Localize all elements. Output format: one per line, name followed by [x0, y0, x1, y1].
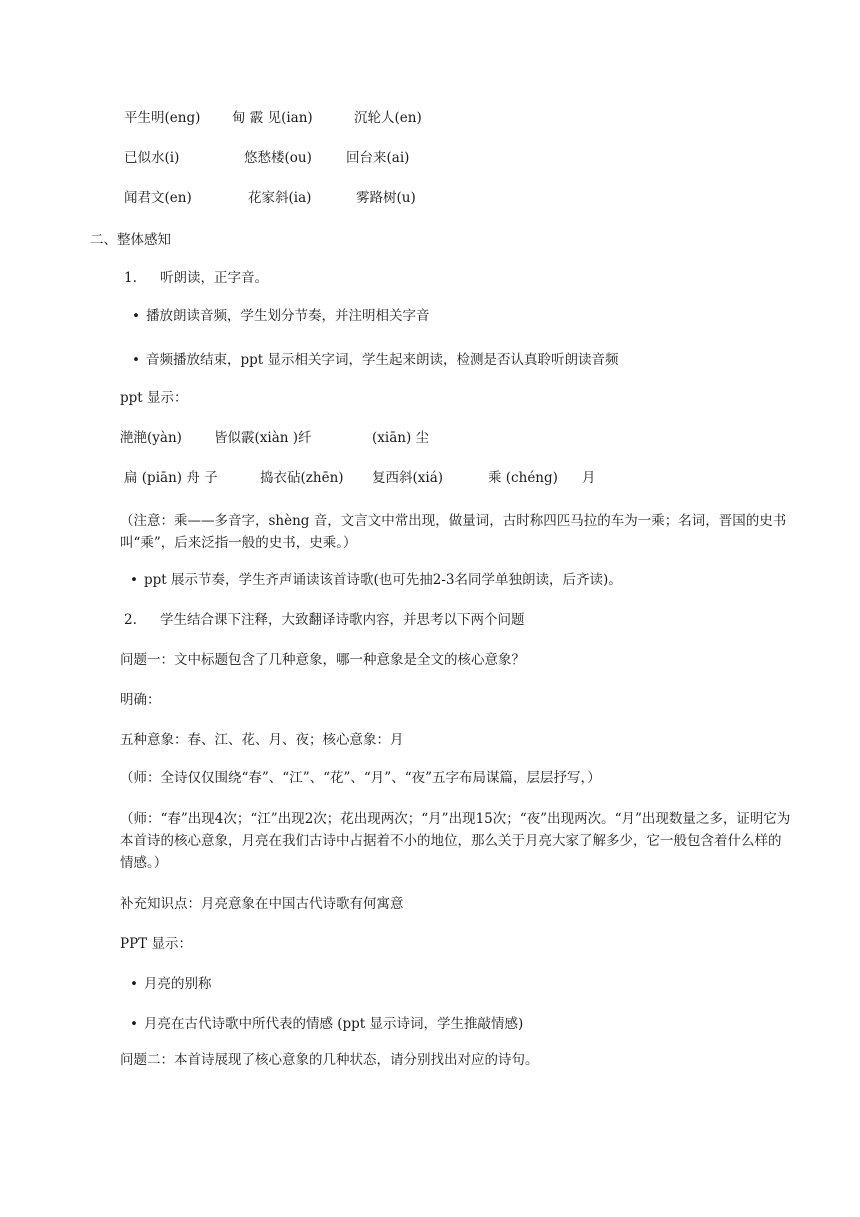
pinyin-cell: 复西斜(xiá) [372, 470, 444, 486]
pinyin-cell: (xiān) 尘 [372, 430, 429, 446]
item-1 [124, 268, 268, 288]
pinyin-cell: 乘 (chéng) [488, 470, 558, 486]
supplement-point: 补充知识点：月亮意象在中国古代诗歌有何寓意 [120, 896, 404, 912]
phonetic-row-1 [124, 108, 422, 128]
item-number: 1. [124, 270, 137, 286]
phonetic-cell: 花家斜(ia) [248, 190, 312, 206]
phonetic-cell: 雾路树(u) [356, 190, 416, 206]
answer-1: 五种意象：春、江、花、月、夜；核心意象：月 [120, 732, 404, 748]
pinyin-cell: 皆似霰(xiàn )纤 [214, 430, 312, 446]
phonetic-cell: 回台来(ai) [346, 150, 410, 166]
item-2 [124, 610, 525, 630]
phonetic-cell: 已似水(i) [124, 150, 180, 166]
teacher-note: （师：全诗仅仅围绕“春”、“江”、“花”、“月”、“夜”五字布局谋篇，层层抒写，） [120, 770, 601, 786]
phonetic-cell: 悠愁楼(ou) [244, 150, 312, 166]
clarify-label: 明确： [120, 692, 161, 708]
phonetic-row-2 [124, 148, 409, 168]
ppt-label: ppt 显示： [120, 390, 188, 406]
question-2: 问题二：本首诗展现了核心意象的几种状态，请分别找出对应的诗句。 [120, 1052, 539, 1068]
pinyin-cell: 捣衣砧(zhēn) [260, 470, 344, 486]
phonetic-cell: 平生明(eng) [124, 110, 201, 126]
bullet-item: • ppt 展示节奏，学生齐声诵读该首诗歌(也可先抽2-3名同学单独朗读，后齐读)。 [130, 570, 622, 590]
bullet-item: • 月亮的别称 [130, 974, 211, 994]
note-paragraph: （注意：乘——多音字，shèng 音，文言文中常出现，做量词，古时称四匹马拉的车为一乘；名词，晋国的史书叫“乘”，后来泛指一般的史书，史乘。） [120, 513, 787, 551]
ppt-pinyin-row-1 [120, 428, 429, 448]
phonetic-cell: 沉轮人(en) [354, 110, 422, 126]
teacher-note-long: （师：“春”出现4次；“江”出现2次；花出现两次；“月”出现15次；“夜”出现两次。“月”出现数量之多，证明它为本首诗的核心意象，月亮在我们古诗中占据着不小的地位，那么关于月亮大家了解多少，它一般包含着什么样的情感。） [120, 811, 791, 871]
ppt-pinyin-row-2 [124, 468, 596, 488]
phonetic-cell: 甸 霰 见(ian) [232, 110, 313, 126]
section-heading: 二、整体感知 [90, 232, 171, 248]
bullet-item: • 播放朗读音频，学生划分节奏，并注明相关字音 [132, 306, 429, 326]
question-1: 问题一：文中标题包含了几种意象，哪一种意象是全文的核心意象？ [120, 652, 525, 668]
item-text: 听朗读，正字音。 [160, 270, 268, 286]
bullet-item: • 音频播放结束，ppt 显示相关字词，学生起来朗读，检测是否认真聆听朗读音频 [132, 350, 618, 370]
item-number: 2. [124, 612, 137, 628]
pinyin-cell: 扁 (piān) 舟 子 [124, 470, 218, 486]
item-text: 学生结合课下注释，大致翻译诗歌内容，并思考以下两个问题 [160, 612, 525, 628]
pinyin-cell: 月 [582, 470, 596, 486]
phonetic-row-3 [124, 188, 416, 208]
pinyin-cell: 滟滟(yàn) [120, 430, 182, 446]
bullet-item: • 月亮在古代诗歌中所代表的情感 (ppt 显示诗词，学生推敲情感) [130, 1014, 523, 1034]
ppt-label: PPT 显示： [120, 936, 192, 952]
phonetic-cell: 闻君文(en) [124, 190, 192, 206]
